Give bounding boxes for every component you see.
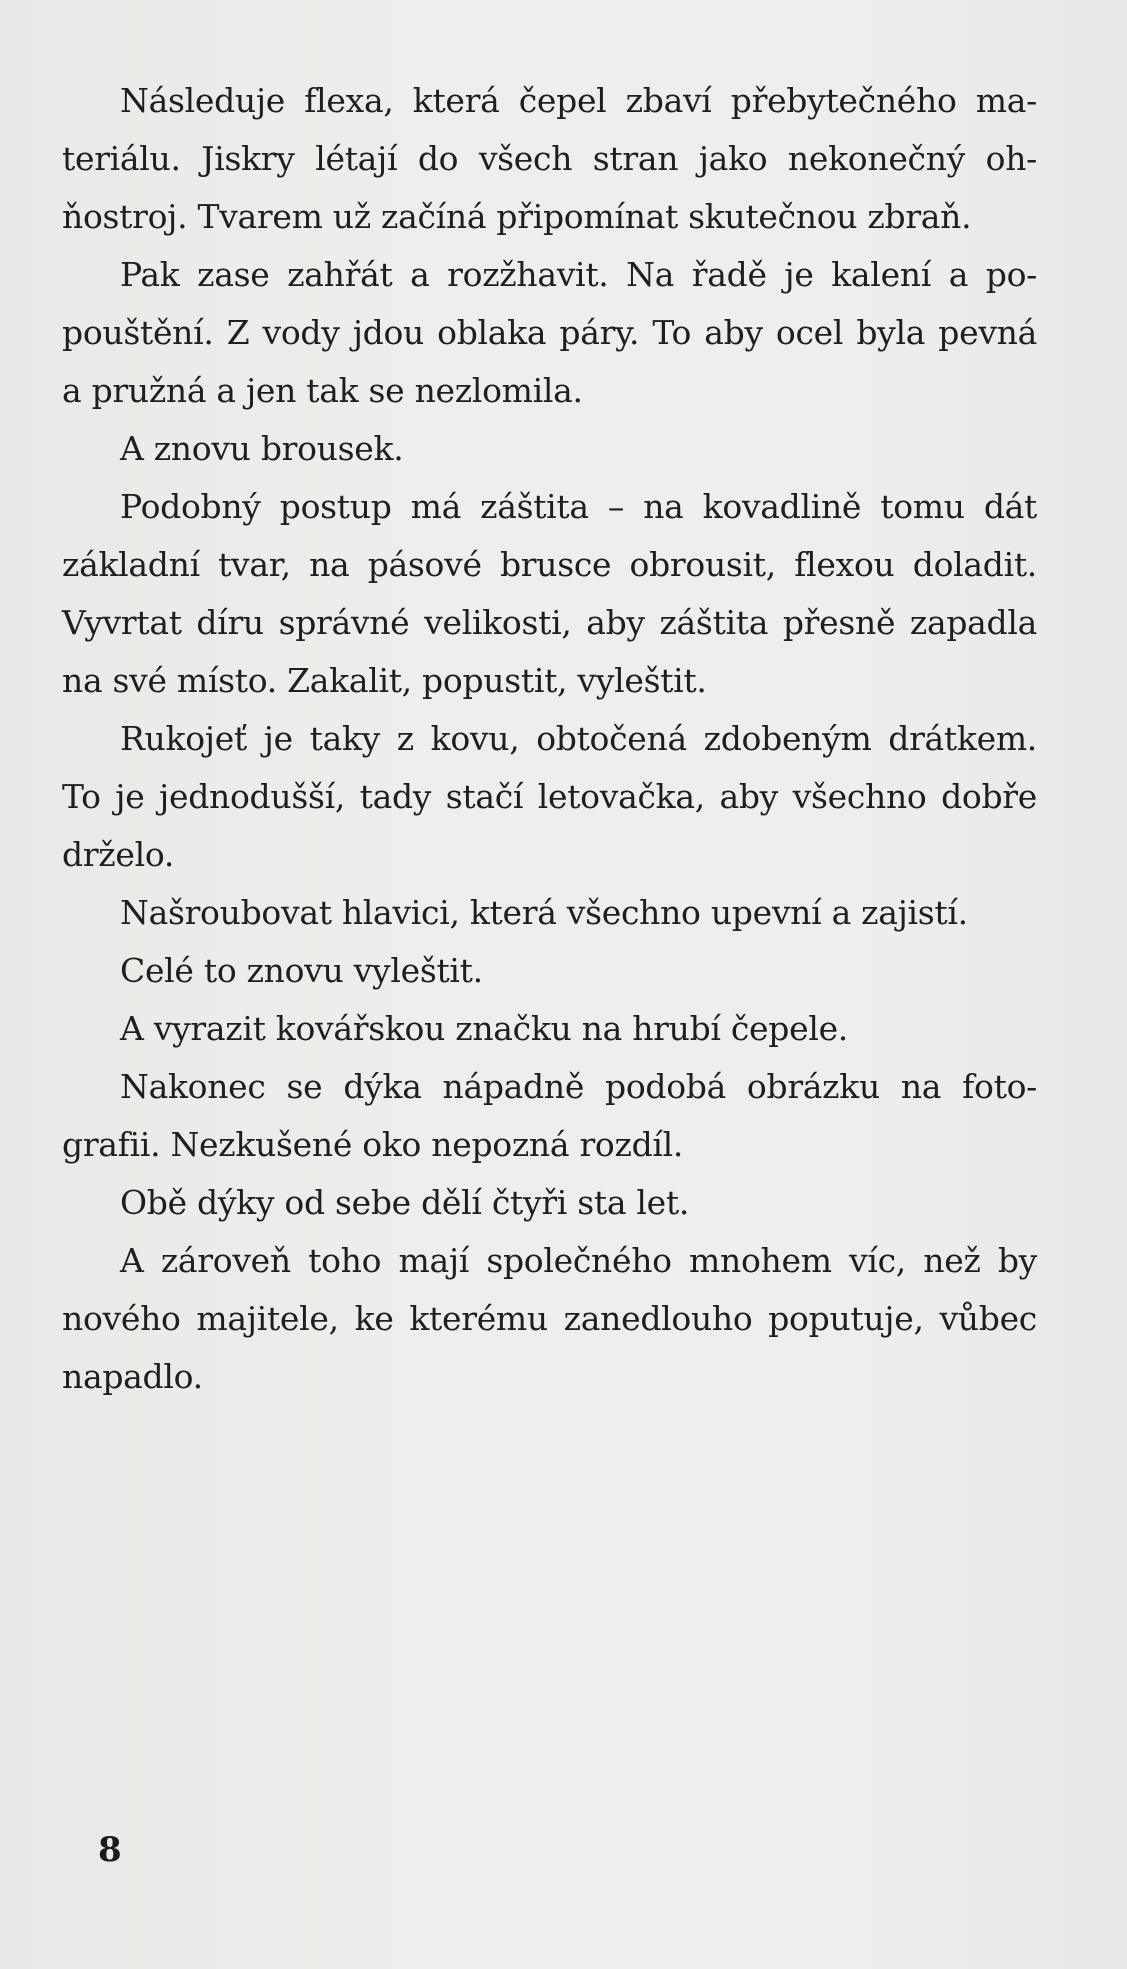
text-line: ňostroj. Tvarem už začíná připomínat skutečnou zbraň. (62, 197, 972, 236)
text-line: a pružná a jen tak se nezlomila. (62, 371, 583, 410)
text-line: To je jednodušší, tady stačí letovačka, aby všechno dobře (62, 777, 1037, 816)
text-line: na své místo. Zakalit, popustit, vyleštit. (62, 661, 707, 700)
text-line: grafii. Nezkušené oko nepozná rozdíl. (62, 1125, 684, 1164)
text-line: Pak zase zahřát a rozžhavit. Na řadě je kalení a po- (120, 255, 1037, 294)
text-line: Rukojeť je taky z kovu, obtočená zdobeným drátkem. (120, 719, 1037, 758)
text-line: Našroubovat hlavici, která všechno upevní a zajistí. (120, 893, 968, 932)
page-number: 8 (98, 1830, 122, 1870)
text-line: nového majitele, ke kterému zanedlouho poputuje, vůbec (62, 1299, 1037, 1338)
text-line: základní tvar, na pásové brusce obrousit, flexou doladit. (62, 545, 1037, 584)
text-line: Následuje flexa, která čepel zbaví přebytečného ma- (120, 81, 1037, 120)
text-line: A znovu brousek. (120, 429, 404, 468)
text-line: Nakonec se dýka nápadně podobá obrázku na foto- (120, 1067, 1037, 1106)
text-line: Vyvrtat díru správné velikosti, aby záštita přesně zapadla (62, 603, 1037, 642)
text-line: A zároveň toho mají společného mnohem víc, než by (120, 1241, 1037, 1280)
text-line: Podobný postup má záštita – na kovadlině tomu dát (120, 487, 1037, 526)
text-line: pouštění. Z vody jdou oblaka páry. To aby ocel byla pevná (62, 313, 1037, 352)
text-line: napadlo. (62, 1357, 203, 1396)
text-line: Obě dýky od sebe dělí čtyři sta let. (120, 1183, 690, 1222)
text-line: drželo. (62, 835, 175, 874)
text-line: A vyrazit kovářskou značku na hrubí čepele. (120, 1009, 848, 1048)
text-line: teriálu. Jiskry létají do všech stran jako nekonečný oh- (62, 139, 1037, 178)
body-text (62, 72, 1037, 1406)
text-line: Celé to znovu vyleštit. (120, 951, 483, 990)
